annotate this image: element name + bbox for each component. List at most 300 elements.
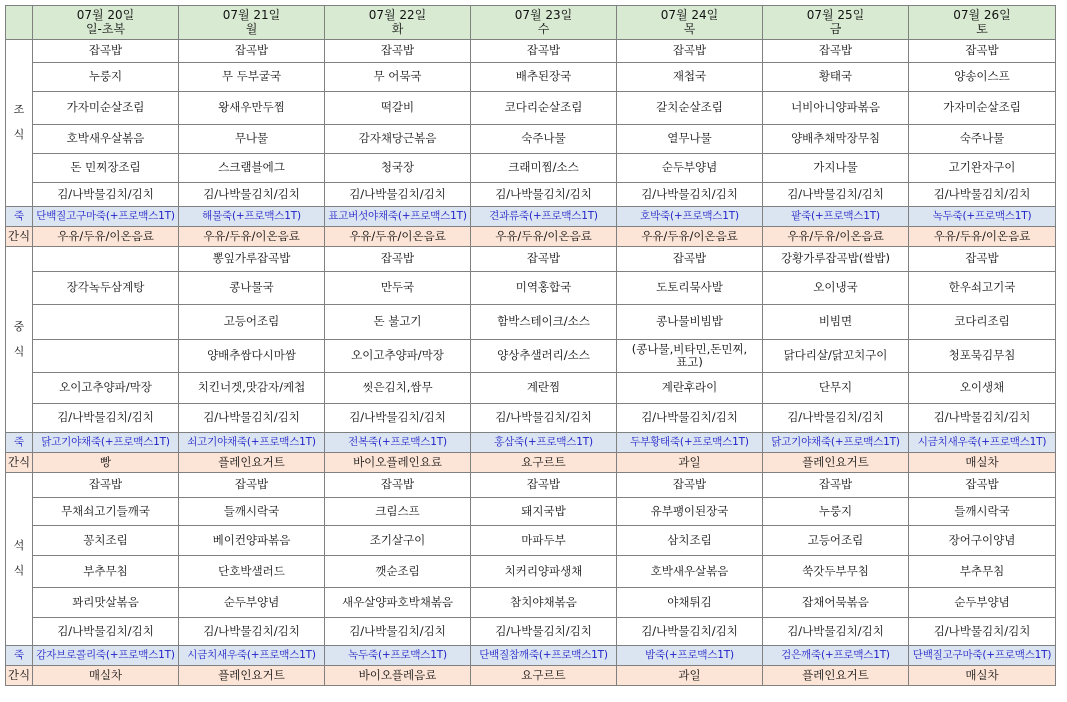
menu-item: 숙주나물 [521,131,566,146]
menu-item-cell [617,247,763,272]
menu-item: 순두부양념 [954,594,1010,609]
snack-cell [325,453,471,473]
menu-item: 잡곡밥 [965,251,999,266]
menu-item-cell [325,588,471,618]
snack-cell [33,666,179,686]
section-label-text: 중 식 [13,319,25,358]
menu-item: 만두국 [380,280,415,295]
day-of-week: 화 [391,21,404,36]
menu-item-cell [617,305,763,340]
menu-item: 강황가루잡곡밥(쌀밥) [781,251,890,266]
juk-item: 시금치새우죽(+프로맥스1T) [917,436,1047,449]
menu-item: 계란찜 [526,380,561,395]
day-of-week: 수 [537,21,550,36]
menu-item: 김/나박물김치/김치 [933,623,1031,638]
menu-item: 크림스프 [375,503,420,518]
menu-item: 잡곡밥 [526,251,561,266]
section-label-text: 석 식 [13,539,25,578]
menu-item-cell [179,498,325,526]
day-header-3 [471,6,617,40]
juk-cell [617,433,763,453]
menu-item-cell [909,526,1056,556]
menu-item: 오이고추양파/막장 [59,380,152,395]
menu-item-cell [325,247,471,272]
menu-item-cell [909,40,1056,63]
menu-item: 씻은김치,쌈무 [362,380,433,395]
menu-item-cell [33,125,179,154]
day-header-6 [909,6,1056,40]
snack-cell [763,666,909,686]
day-date: 07월 24일 [660,7,719,22]
menu-item-cell [763,183,909,207]
day-date: 07월 22일 [368,7,427,22]
menu-item: 김/나박물김치/김치 [349,186,446,201]
menu-item-cell [909,272,1056,305]
menu-item-cell [763,618,909,646]
menu-item-cell [33,154,179,183]
menu-item-cell [179,40,325,63]
menu-item: 잡곡밥 [526,477,561,492]
day-of-week: 월 [245,21,258,36]
menu-item-cell [33,404,179,433]
menu-item-cell [909,588,1056,618]
snack-item: 우유/두유/이온음료 [57,228,154,243]
menu-item: 김/나박물김치/김치 [495,623,592,638]
menu-item-cell [909,618,1056,646]
day-date: 07월 26일 [953,7,1011,22]
day-of-week: 토 [976,21,988,36]
menu-item: 김/나박물김치/김치 [349,410,446,425]
menu-item-cell [617,125,763,154]
menu-item-cell [617,373,763,404]
juk-cell [33,646,179,666]
juk-item: 시금치새우죽(+프로맥스1T) [187,649,316,662]
menu-item: 잡곡밥 [672,43,707,58]
menu-item-cell [617,92,763,125]
menu-item-cell [763,556,909,588]
menu-item: 호박새우살볶음 [650,563,729,578]
snack-item: 매실차 [965,667,999,682]
snack-item: 요구르트 [521,454,566,469]
snack-item: 우유/두유/이온음료 [787,228,884,243]
menu-item: 김/나박물김치/김치 [933,410,1031,425]
menu-item-cell [471,247,617,272]
menu-item-cell [325,92,471,125]
snack-item: 우유/두유/이온음료 [933,228,1031,243]
menu-item: 쑥갓두부무침 [802,563,869,578]
menu-item: 열무나물 [667,131,712,146]
menu-item: (콩나물,비타민,돈민찌, 표고) [631,341,748,369]
menu-item-cell [471,40,617,63]
menu-item: 잡곡밥 [88,43,123,58]
menu-item: 떡갈비 [380,100,415,115]
snack-label [6,227,33,247]
day-of-week: 일-초복 [85,21,126,36]
menu-item-cell [617,556,763,588]
snack-cell [909,227,1056,247]
menu-item-cell [763,373,909,404]
juk-item: 견과류죽(+프로맥스1T) [489,210,598,223]
menu-item: 콩나물비빔밥 [656,314,723,329]
menu-item: 치킨너겟,맛감자/케첩 [197,380,306,395]
menu-item: 청포묵김무침 [948,348,1016,363]
juk-cell [909,646,1056,666]
menu-item: 김/나박물김치/김치 [495,410,592,425]
menu-item-cell [471,498,617,526]
menu-item: 유부팽이된장국 [650,503,729,518]
menu-item-cell [763,154,909,183]
section-label-dinner [6,473,33,646]
menu-item-cell [325,473,471,498]
menu-item-cell [471,272,617,305]
menu-item: 고등어조림 [223,314,280,329]
day-date: 07월 20일 [76,7,135,22]
menu-item-cell [325,618,471,646]
menu-item: 무 어묵국 [373,69,422,84]
menu-item-cell [325,340,471,373]
day-header-1 [179,6,325,40]
snack-cell [617,227,763,247]
juk-cell [471,433,617,453]
juk-cell [617,207,763,227]
menu-item: 꽁치조림 [83,532,128,547]
menu-item: 베이컨양파볶음 [212,532,291,547]
juk-item: 녹두죽(+프로맥스1T) [932,210,1032,223]
menu-item-cell [471,63,617,92]
menu-item: 잡곡밥 [380,43,415,58]
snack-cell [325,227,471,247]
juk-cell [325,207,471,227]
menu-item-cell [325,305,471,340]
menu-item-cell [179,125,325,154]
menu-item: 양상추샐러리/소스 [497,348,590,363]
menu-item-cell [763,305,909,340]
menu-item: 잡곡밥 [818,477,853,492]
snack-item: 바이오플레음료 [358,667,437,682]
snack-cell [179,227,325,247]
menu-item-cell [325,373,471,404]
menu-item-cell [617,340,763,373]
menu-item: 숙주나물 [959,131,1005,146]
juk-label [6,646,33,666]
menu-item: 코다리순살조림 [504,100,583,115]
day-of-week: 금 [829,21,842,36]
menu-item-cell [763,588,909,618]
menu-item: 무 두부굴국 [221,69,282,84]
snack-item: 매실차 [965,454,999,469]
menu-item: 오이생채 [959,380,1005,395]
menu-item: 감자채당근볶음 [358,131,437,146]
menu-item-cell [909,247,1056,272]
snack-item: 플레인요거트 [218,667,285,682]
section-label-breakfast [6,40,33,207]
snack-cell [33,453,179,473]
snack-label [6,453,33,473]
menu-item: 잡곡밥 [965,43,999,58]
juk-item: 표고버섯야채죽(+프로맥스1T) [328,210,467,223]
menu-item: 호박새우살볶음 [66,131,145,146]
juk-label-text: 죽 [14,210,24,223]
menu-item-cell [763,340,909,373]
menu-item-cell [617,588,763,618]
menu-item: 함박스테이크/소스 [497,314,590,329]
menu-item: 김/나박물김치/김치 [203,410,300,425]
menu-item: 잡곡밥 [672,477,707,492]
menu-item: 한우쇠고기국 [948,280,1016,295]
snack-label-text: 간식 [7,454,31,469]
menu-item-cell [33,92,179,125]
day-header-0 [33,6,179,40]
juk-cell [763,646,909,666]
menu-item-cell [33,40,179,63]
menu-item: 순두부양념 [661,160,718,175]
menu-item: 치커리양파생채 [504,563,583,578]
juk-cell [325,646,471,666]
menu-item-cell [909,498,1056,526]
juk-item: 해물죽(+프로맥스1T) [202,210,301,223]
snack-cell [471,227,617,247]
menu-item-cell [617,618,763,646]
menu-item-cell [909,154,1056,183]
menu-item-cell [763,404,909,433]
menu-item-cell [909,183,1056,207]
menu-item-cell [763,526,909,556]
menu-item: 삼치조림 [667,532,712,547]
menu-item: 김/나박물김치/김치 [641,410,738,425]
menu-item-cell [325,63,471,92]
snack-item: 우유/두유/이온음료 [203,228,300,243]
menu-item-cell [909,63,1056,92]
menu-item: 단호박샐러드 [218,563,285,578]
menu-item-cell [617,498,763,526]
menu-item-cell [33,305,179,340]
snack-item: 플레인요거트 [218,454,285,469]
juk-cell [33,207,179,227]
menu-item: 장각녹두삼계탕 [66,280,145,295]
menu-item-cell [617,404,763,433]
menu-item: 잡곡밥 [965,477,999,492]
menu-item-cell [325,498,471,526]
menu-item: 크래미찜/소스 [508,160,579,175]
menu-item: 김/나박물김치/김치 [203,623,300,638]
menu-item: 참치야채볶음 [510,594,577,609]
menu-item: 잡채어묵볶음 [802,594,869,609]
snack-label-text: 간식 [7,667,31,682]
menu-item: 꽈리맛살볶음 [72,594,139,609]
menu-item: 김/나박물김치/김치 [57,186,154,201]
snack-item: 바이오플레인요료 [353,454,442,469]
snack-cell [471,453,617,473]
menu-item: 누룽지 [88,69,123,84]
juk-item: 닭고기야채죽(+프로맥스1T) [771,436,900,449]
menu-item-cell [33,340,179,373]
menu-item-cell [179,154,325,183]
menu-item: 부추무침 [959,563,1005,578]
menu-item-cell [179,618,325,646]
snack-cell [909,453,1056,473]
menu-item: 코다리조림 [954,314,1010,329]
juk-item: 호박죽(+프로맥스1T) [640,210,739,223]
juk-item: 밤죽(+프로맥스1T) [645,649,734,662]
menu-item: 스크램블에그 [218,160,285,175]
menu-item-cell [909,373,1056,404]
snack-cell [763,227,909,247]
snack-item: 플레인요거트 [802,454,869,469]
menu-item-cell [179,247,325,272]
menu-item-cell [33,247,179,272]
menu-item: 고등어조림 [807,532,864,547]
day-date: 07월 23일 [514,7,573,22]
menu-item: 단무지 [818,380,853,395]
juk-item: 홍삼죽(+프로맥스1T) [494,436,593,449]
menu-item: 왕새우만두찜 [218,100,285,115]
juk-label-text: 죽 [14,649,24,662]
snack-cell [471,666,617,686]
menu-item: 김/나박물김치/김치 [933,186,1031,201]
menu-item: 김/나박물김치/김치 [787,410,884,425]
menu-item: 잡곡밥 [88,477,123,492]
menu-item: 뽕잎가루잡곡밥 [212,251,291,266]
menu-item: 청국장 [380,160,415,175]
menu-item-cell [33,373,179,404]
section-label-text: 조 식 [13,103,25,142]
snack-cell [617,453,763,473]
menu-item: 가지나물 [813,160,858,175]
menu-item: 가자미순살조림 [66,100,145,115]
menu-item-cell [179,92,325,125]
snack-cell [909,666,1056,686]
menu-item-cell [325,183,471,207]
menu-item-cell [763,473,909,498]
menu-item: 잡곡밥 [818,43,853,58]
menu-item-cell [33,183,179,207]
juk-label [6,207,33,227]
juk-cell [33,433,179,453]
menu-item-cell [33,588,179,618]
snack-item: 우유/두유/이온음료 [495,228,592,243]
menu-item-cell [33,272,179,305]
menu-item-cell [179,556,325,588]
menu-item-cell [909,125,1056,154]
menu-item-cell [471,92,617,125]
menu-item-cell [471,154,617,183]
snack-item: 빵 [99,454,112,469]
juk-cell [471,207,617,227]
snack-cell [179,666,325,686]
menu-item: 양배추쌈다시마쌈 [207,348,296,363]
menu-item-cell [179,373,325,404]
juk-item: 녹두죽(+프로맥스1T) [348,649,447,662]
menu-item: 김/나박물김치/김치 [495,186,592,201]
juk-item: 검은깨죽(+프로맥스1T) [781,649,890,662]
menu-item-cell [617,183,763,207]
menu-item: 김/나박물김치/김치 [349,623,446,638]
juk-item: 전복죽(+프로맥스1T) [348,436,447,449]
menu-item: 무나물 [234,131,269,146]
menu-item-cell [617,63,763,92]
menu-item-cell [179,305,325,340]
menu-item: 야채튀김 [667,594,712,609]
menu-item-cell [471,125,617,154]
snack-cell [617,666,763,686]
menu-item: 장어구이양념 [948,532,1016,547]
menu-item: 들깨시락국 [223,503,280,518]
menu-item: 고기완자구이 [948,160,1016,175]
snack-item: 플레인요거트 [802,667,869,682]
menu-item: 김/나박물김치/김치 [787,623,884,638]
menu-item-cell [471,373,617,404]
snack-item: 과일 [678,667,701,682]
menu-item-cell [763,125,909,154]
menu-item-cell [33,556,179,588]
juk-cell [617,646,763,666]
menu-item-cell [763,63,909,92]
snack-item: 과일 [678,454,701,469]
juk-cell [179,646,325,666]
menu-item-cell [763,40,909,63]
juk-item: 단백질고구마죽(+프로맥스1T) [912,649,1052,662]
menu-item: 양송이스프 [954,69,1010,84]
menu-item-cell [471,556,617,588]
menu-item-cell [325,526,471,556]
menu-item: 잡곡밥 [380,477,415,492]
juk-label [6,433,33,453]
juk-item: 쇠고기야채죽(+프로맥스1T) [187,436,316,449]
menu-item: 김/나박물김치/김치 [641,623,738,638]
menu-item-cell [33,473,179,498]
menu-item: 미역홍합국 [515,280,572,295]
menu-item-cell [763,272,909,305]
menu-item: 부추무침 [83,563,128,578]
menu-item: 잡곡밥 [234,43,269,58]
menu-item-cell [909,473,1056,498]
menu-item-cell [617,473,763,498]
menu-item: 너비아니양파볶음 [791,100,880,115]
menu-item: 마파두부 [521,532,566,547]
menu-item: 깻순조림 [375,563,420,578]
menu-item-cell [471,183,617,207]
menu-item-cell [325,404,471,433]
day-of-week: 목 [683,21,696,36]
menu-item: 돈 불고기 [373,314,422,329]
juk-item: 단백질참깨죽(+프로맥스1T) [479,649,608,662]
menu-item: 닭다리살/닭꼬치구이 [783,348,888,363]
menu-item-cell [179,526,325,556]
menu-item-cell [179,63,325,92]
menu-item-cell [763,92,909,125]
menu-item: 김/나박물김치/김치 [641,186,738,201]
menu-item: 김/나박물김치/김치 [57,623,154,638]
menu-item-cell [471,404,617,433]
menu-item: 비빔면 [818,314,853,329]
menu-item: 순두부양념 [223,594,280,609]
menu-item: 황태국 [818,69,853,84]
menu-item-cell [909,404,1056,433]
menu-item: 오이고추양파/막장 [351,348,444,363]
snack-item: 우유/두유/이온음료 [349,228,446,243]
menu-item: 잡곡밥 [672,251,707,266]
menu-item-cell [617,154,763,183]
menu-item: 가자미순살조림 [943,100,1021,115]
menu-item-cell [763,247,909,272]
juk-cell [763,433,909,453]
menu-item: 김/나박물김치/김치 [57,410,154,425]
menu-item-cell [617,40,763,63]
menu-item: 돼지국밥 [521,503,566,518]
day-header-4 [617,6,763,40]
menu-item: 콩나물국 [229,280,274,295]
menu-item-cell [471,340,617,373]
